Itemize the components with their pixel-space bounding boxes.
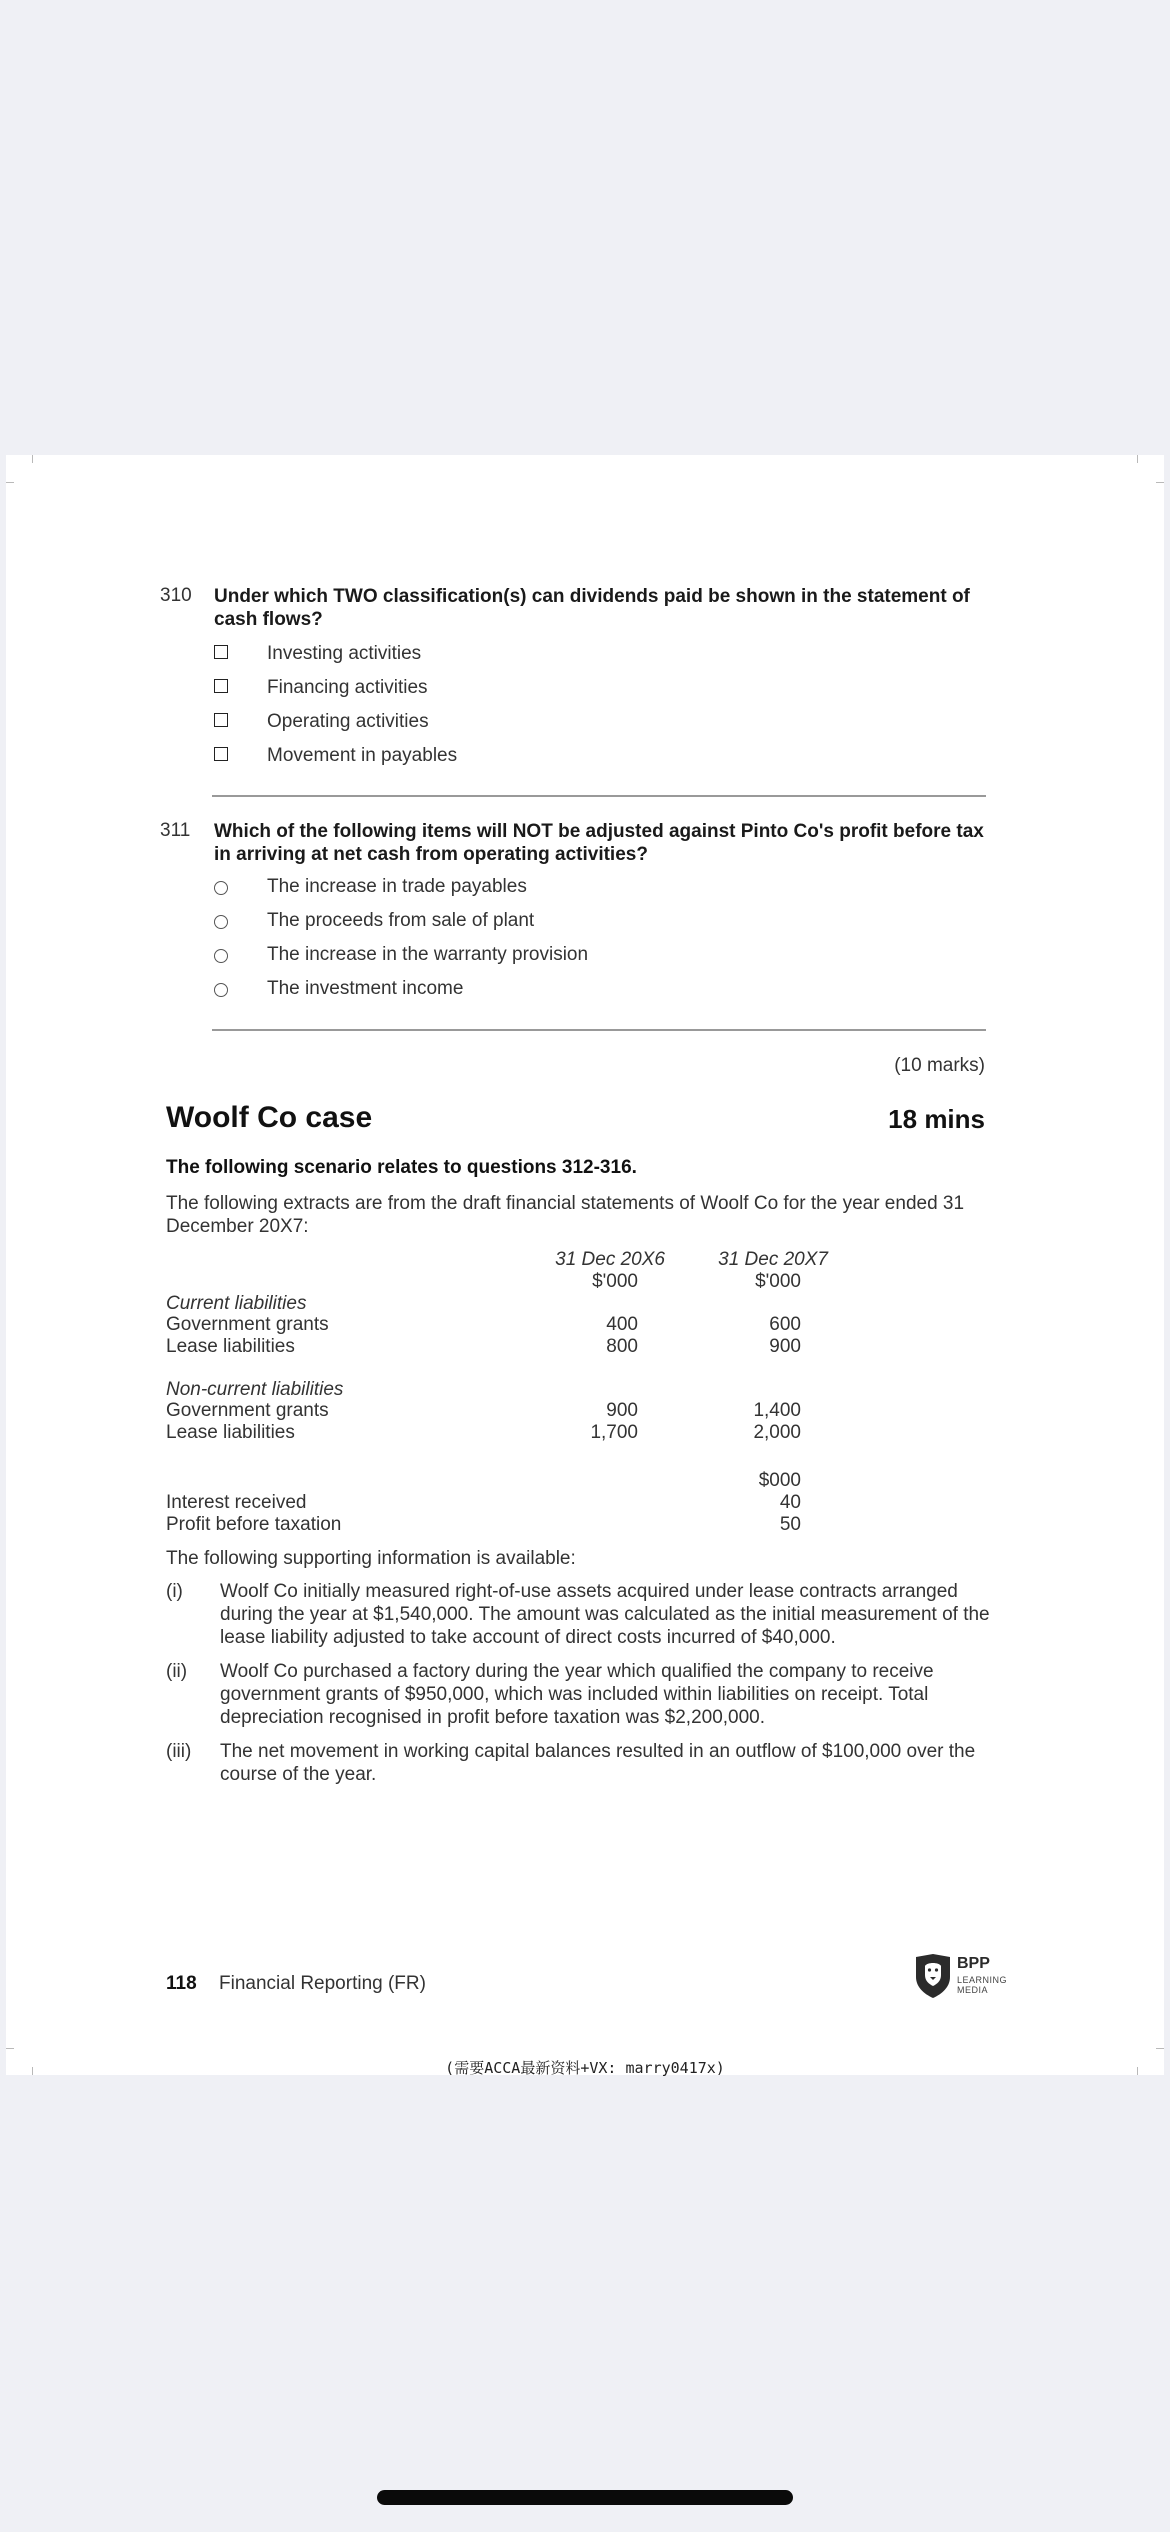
- question-text: Which of the following items will NOT be adjusted against Pinto Co's profit before tax in arriving at net cash from operating activities?: [214, 821, 984, 865]
- extract-intro: The following extracts are from the draft financial statements of Woolf Co for the year ended 31 December 20X7:: [166, 1193, 965, 1237]
- note-text: The net movement in working capital balances resulted in an outflow of $100,000 over the course of the year.: [220, 1741, 976, 1785]
- crop-mark: [1137, 2067, 1138, 2075]
- marks-label: (10 marks): [894, 1055, 985, 1076]
- bpp-logo: [913, 1953, 1023, 2001]
- divider: [212, 795, 986, 797]
- option-label: The increase in trade payables: [267, 876, 527, 897]
- section-heading: Current liabilities: [166, 1293, 307, 1314]
- row-value: 900: [606, 1400, 638, 1421]
- row-value: 1,700: [590, 1422, 638, 1443]
- option-label: Investing activities: [267, 643, 422, 664]
- watermark-text: (需要ACCA最新资料+VX: marry0417x): [445, 2059, 725, 2077]
- crop-mark: [1156, 2048, 1164, 2049]
- book-title: Financial Reporting (FR): [219, 1973, 426, 1994]
- lion-shield-icon: [913, 1953, 953, 1999]
- case-title: Woolf Co case: [166, 1101, 373, 1134]
- home-indicator[interactable]: [377, 2490, 793, 2505]
- page-number: 118: [166, 1973, 197, 1994]
- question-number: 310: [160, 585, 192, 606]
- note-number: (ii): [166, 1661, 188, 1682]
- question-text: Under which TWO classification(s) can dividends paid be shown in the statement of cash flows?: [214, 586, 970, 630]
- crop-mark: [6, 2048, 14, 2049]
- option-label: Movement in payables: [267, 745, 458, 766]
- checkbox[interactable]: [214, 679, 228, 693]
- row-label: Profit before taxation: [166, 1514, 342, 1535]
- row-value: 1,400: [753, 1400, 801, 1421]
- question-310: [160, 585, 1000, 785]
- question-number: 311: [160, 820, 191, 841]
- supporting-intro: The following supporting information is available:: [166, 1548, 576, 1569]
- crop-mark: [1137, 455, 1138, 463]
- option-label: Financing activities: [267, 677, 428, 698]
- checkbox[interactable]: [214, 645, 228, 659]
- divider: [212, 1029, 986, 1031]
- crop-mark: [32, 2067, 33, 2075]
- column-unit: $000: [758, 1470, 801, 1491]
- note-text: Woolf Co initially measured right-of-use assets acquired under lease contracts arranged during the year at $1,540,000. The amount was calculated as the initial measurement of the lease liability adjusted to take account of direct costs incurred of $40,000.: [220, 1581, 990, 1648]
- row-value: 40: [779, 1492, 801, 1513]
- row-label: Lease liabilities: [166, 1336, 295, 1357]
- column-header: 31 Dec 20X7: [718, 1249, 828, 1270]
- option-label: Operating activities: [267, 711, 429, 732]
- question-311: [160, 820, 1000, 1020]
- row-label: Government grants: [166, 1400, 329, 1421]
- note-number: (iii): [166, 1741, 192, 1762]
- row-label: Interest received: [166, 1492, 307, 1513]
- column-unit: $'000: [755, 1271, 801, 1292]
- option-label: The proceeds from sale of plant: [267, 910, 535, 931]
- checkbox[interactable]: [214, 713, 228, 727]
- row-label: Government grants: [166, 1314, 329, 1335]
- crop-mark: [32, 455, 33, 463]
- row-value: 2,000: [753, 1422, 801, 1443]
- row-value: 900: [769, 1336, 801, 1357]
- logo-subtext: MEDIA: [957, 1985, 989, 1995]
- option-label: The investment income: [267, 978, 464, 999]
- radio-button[interactable]: [214, 915, 228, 929]
- crop-mark: [1156, 482, 1164, 483]
- column-header: 31 Dec 20X6: [555, 1249, 665, 1270]
- row-label: Lease liabilities: [166, 1422, 295, 1443]
- logo-subtext: LEARNING: [957, 1975, 1008, 1985]
- checkbox[interactable]: [214, 747, 228, 761]
- row-value: 400: [606, 1314, 638, 1335]
- logo-text: BPP: [957, 1955, 990, 1972]
- column-unit: $'000: [592, 1271, 638, 1292]
- radio-button[interactable]: [214, 983, 228, 997]
- scenario-intro: The following scenario relates to questions 312-316.: [166, 1157, 637, 1178]
- row-value: 800: [606, 1336, 638, 1357]
- note-text: Woolf Co purchased a factory during the year which qualified the company to receive government grants of $950,000, which was included within liabilities on receipt. Total depreciation recognised in profit before taxation was $2,200,000.: [220, 1661, 934, 1728]
- row-value: 600: [769, 1314, 801, 1335]
- radio-button[interactable]: [214, 949, 228, 963]
- radio-button[interactable]: [214, 881, 228, 895]
- case-time: 18 mins: [888, 1104, 985, 1134]
- section-heading: Non-current liabilities: [166, 1379, 344, 1400]
- note-number: (i): [166, 1581, 183, 1602]
- option-label: The increase in the warranty provision: [267, 944, 589, 965]
- crop-mark: [6, 482, 14, 483]
- row-value: 50: [779, 1514, 801, 1535]
